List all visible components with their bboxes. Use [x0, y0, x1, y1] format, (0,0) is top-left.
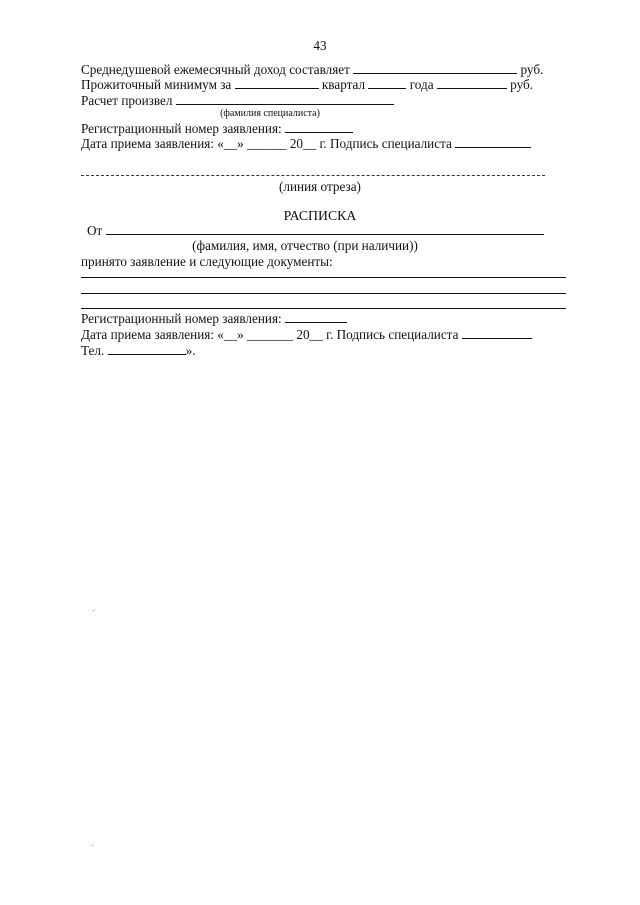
phone-line — [81, 343, 195, 358]
documents-line[interactable] — [81, 308, 566, 309]
reg-number-label-receipt: Регистрационный номер заявления: — [81, 311, 282, 326]
income-blank[interactable] — [353, 62, 517, 74]
year-label: года — [409, 77, 434, 92]
from-label: От — [87, 223, 103, 238]
reg-number-line-receipt — [81, 311, 347, 326]
calc-specialist-blank[interactable] — [176, 93, 394, 105]
calc-line — [81, 93, 394, 108]
signature-blank-upper[interactable] — [455, 136, 531, 148]
date-line-receipt — [81, 327, 532, 342]
reg-number-blank-upper[interactable] — [285, 121, 353, 133]
date-label-upper: Дата приема заявления: «__» ______ 20__ г. Подпись специалиста — [81, 136, 452, 151]
date-label-receipt: Дата приема заявления: «__» _______ 20__ г. Подпись специалиста — [81, 327, 459, 342]
phone-label: Тел. — [81, 343, 105, 358]
accepted-label: принято заявление и следующие документы: — [81, 254, 333, 269]
name-caption: (фамилия, имя, отчество (при наличии)) — [192, 238, 418, 253]
date-line-upper — [81, 136, 531, 151]
reg-number-label-upper: Регистрационный номер заявления: — [81, 121, 282, 136]
specialist-caption: (фамилия специалиста) — [220, 108, 320, 119]
minimum-period-blank[interactable] — [235, 77, 319, 89]
income-currency: руб. — [520, 62, 544, 77]
signature-blank-receipt[interactable] — [462, 327, 532, 339]
from-name-blank[interactable] — [106, 223, 544, 235]
receipt-title: РАСПИСКА — [283, 208, 357, 223]
minimum-currency: руб. — [510, 77, 534, 92]
quarter-blank[interactable] — [368, 77, 406, 89]
from-line — [87, 223, 544, 238]
minimum-amount-blank[interactable] — [437, 77, 507, 89]
phone-end: ». — [185, 343, 196, 358]
scan-speck — [93, 610, 94, 611]
income-line — [81, 62, 543, 77]
phone-blank[interactable] — [108, 343, 186, 355]
cut-line — [81, 175, 545, 176]
page-number: 43 — [313, 38, 327, 53]
reg-number-blank-receipt[interactable] — [285, 311, 347, 323]
income-label: Среднедушевой ежемесячный доход составляет — [81, 62, 350, 77]
quarter-label: квартал — [321, 77, 366, 92]
minimum-label: Прожиточный минимум за — [81, 77, 232, 92]
reg-number-line-upper — [81, 121, 353, 136]
calc-label: Расчет произвел — [81, 93, 173, 108]
scan-speck — [92, 845, 93, 846]
cut-line-caption: (линия отреза) — [279, 179, 361, 194]
documents-line[interactable] — [81, 277, 566, 278]
minimum-line — [81, 77, 533, 92]
documents-line[interactable] — [81, 293, 566, 294]
